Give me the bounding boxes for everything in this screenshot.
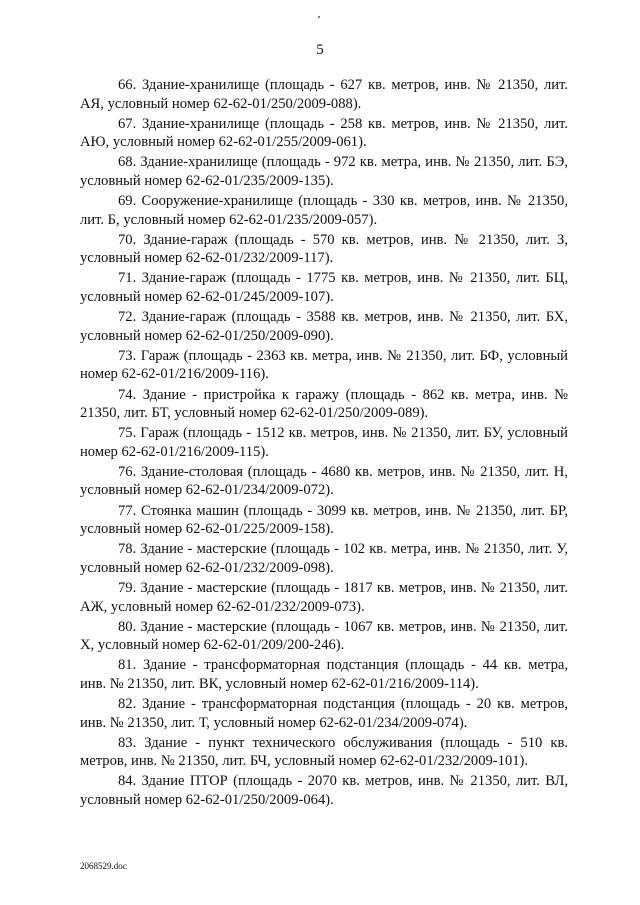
scan-dot: [318, 16, 320, 18]
entry-list: [80, 76, 568, 811]
page-number: 5: [316, 42, 324, 58]
list-item: 68. Здание-хранилище (площадь - 972 кв. метра, инв. № 21350, лит. БЭ, условный номер 62-62-01/235/2009-135).: [80, 154, 568, 189]
list-item: 70. Здание-гараж (площадь - 570 кв. метров, инв. № 21350, лит. З, условный номер 62-62-01/232/2009-117).: [80, 231, 568, 267]
list-item: 72. Здание-гараж (площадь - 3588 кв. метров, инв. № 21350, лит. БХ, условный номер 62-62-01/250/2009-090).: [80, 309, 568, 344]
list-item: 74. Здание - пристройка к гаражу (площадь - 862 кв. метра, инв. № 21350, лит. БТ, условный номер 62-62-01/250/2009-089).: [80, 386, 568, 422]
list-item: 84. Здание ПТОР (площадь - 2070 кв. метров, инв. № 21350, лит. ВЛ, условный номер 62-62-01/250/2009-064).: [80, 773, 568, 808]
list-item: 75. Гараж (площадь - 1512 кв. метров, инв. № 21350, лит. БУ, условный номер 62-62-01/216/2009-115).: [80, 425, 568, 460]
list-item: 71. Здание-гараж (площадь - 1775 кв. метров, инв. № 21350, лит. БЦ, условный номер 62-62-01/245/2009-107).: [80, 270, 568, 306]
list-item: 77. Стоянка машин (площадь - 3099 кв. метров, инв. № 21350, лит. БР, условный номер 62-62-01/225/2009-158).: [80, 502, 568, 538]
list-item: 66. Здание-хранилище (площадь - 627 кв. метров, инв. № 21350, лит. АЯ, условный номер 62-62-01/250/2009-088).: [80, 77, 568, 112]
list-item: 79. Здание - мастерские (площадь - 1817 кв. метров, инв. № 21350, лит. АЖ, условный номер 62-62-01/232/2009-073).: [80, 579, 568, 615]
list-item: 67. Здание-хранилище (площадь - 258 кв. метров, инв. № 21350, лит. АЮ, условный номер 62-62-01/255/2009-061).: [80, 115, 568, 151]
document-code: 2068529.doc: [80, 861, 127, 871]
list-item: 81. Здание - трансформаторная подстанция (площадь - 44 кв. метра, инв. № 21350, лит. ВК, условный номер 62-62-01/216/2009-114).: [80, 657, 568, 692]
list-item: 69. Сооружение-хранилище (площадь - 330 кв. метров, инв. № 21350, лит. Б, условный номер 62-62-01/235/2009-057).: [80, 193, 568, 228]
list-item: 80. Здание - мастерские (площадь - 1067 кв. метров, инв. № 21350, лит. Х, условный номер 62-62-01/209/200-246).: [80, 618, 568, 654]
list-item: 82. Здание - трансформаторная подстанция (площадь - 20 кв. метров, инв. № 21350, лит. Т, условный номер 62-62-01/234/2009-074).: [80, 696, 568, 731]
list-item: 76. Здание-столовая (площадь - 4680 кв. метров, инв. № 21350, лит. Н, условный номер 62-62-01/234/2009-072).: [80, 463, 568, 499]
list-item: 83. Здание - пункт технического обслуживания (площадь - 510 кв. метров, инв. № 21350, лит. БЧ, условный номер 62-62-01/232/2009-101).: [80, 734, 568, 770]
list-item: 78. Здание - мастерские (площадь - 102 кв. метра, инв. № 21350, лит. У, условный номер 62-62-01/232/2009-098).: [80, 541, 568, 576]
list-item: 73. Гараж (площадь - 2363 кв. метра, инв. № 21350, лит. БФ, условный номер 62-62-01/216/2009-116).: [80, 347, 568, 383]
